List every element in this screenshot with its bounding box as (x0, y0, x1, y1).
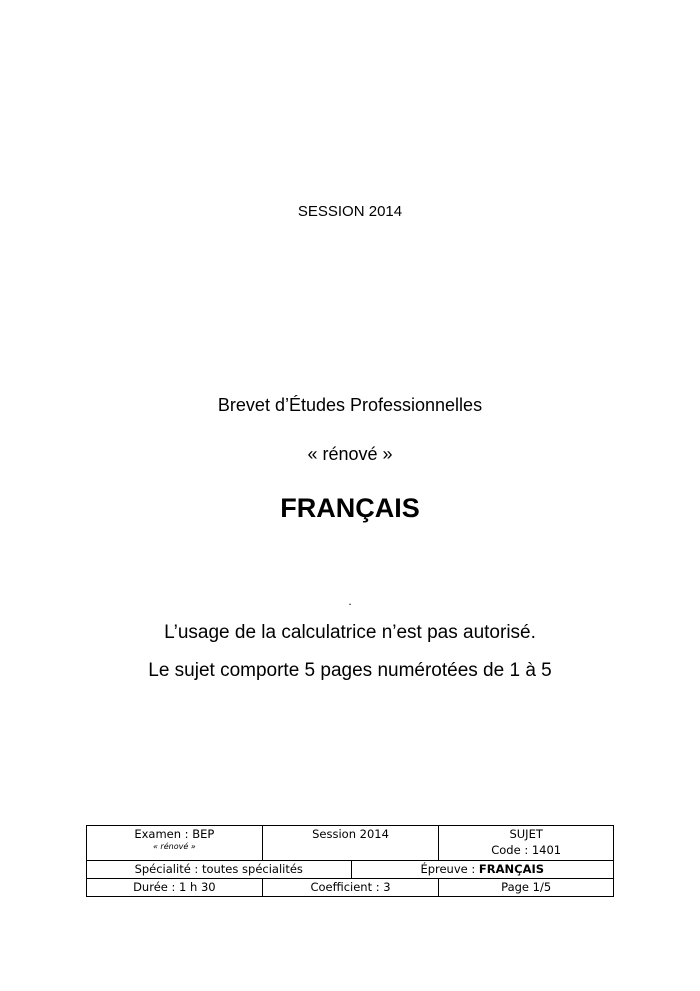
duree-cell: Durée : 1 h 30 (87, 879, 263, 897)
table-row (87, 826, 614, 861)
exam-value: BEP (192, 827, 215, 841)
subject-title: FRANÇAIS (280, 493, 420, 523)
calculator-notice: L’usage de la calculatrice n’est pas autorisé. (164, 622, 536, 643)
coefficient-cell: Coefficient : 3 (262, 879, 439, 897)
renove-label: « rénové » (307, 444, 393, 464)
pages-notice: Le sujet comporte 5 pages numérotées de 1 à 5 (148, 660, 552, 681)
sujet-label: SUJET (509, 827, 543, 841)
exam-info-table (86, 825, 614, 897)
exam-label: Examen : (134, 827, 193, 841)
page-cell: Page 1/5 (439, 879, 614, 897)
session-heading: SESSION 2014 (297, 203, 403, 220)
exam-cell (87, 826, 263, 861)
session-cell: Session 2014 (262, 826, 439, 861)
epreuve-label: Épreuve : (420, 862, 479, 876)
epreuve-cell (351, 861, 613, 879)
exam-sub: « rénové » (152, 842, 196, 851)
dot-mark: . (348, 594, 352, 608)
diploma-title: Brevet d’Études Professionnelles (217, 395, 483, 415)
epreuve-value: FRANÇAIS (478, 862, 545, 876)
table-row (87, 861, 614, 879)
specialite-cell: Spécialité : toutes spécialités (87, 861, 352, 879)
sujet-cell (439, 826, 614, 861)
table-row (87, 879, 614, 897)
code-label: Code : 1401 (491, 843, 562, 857)
